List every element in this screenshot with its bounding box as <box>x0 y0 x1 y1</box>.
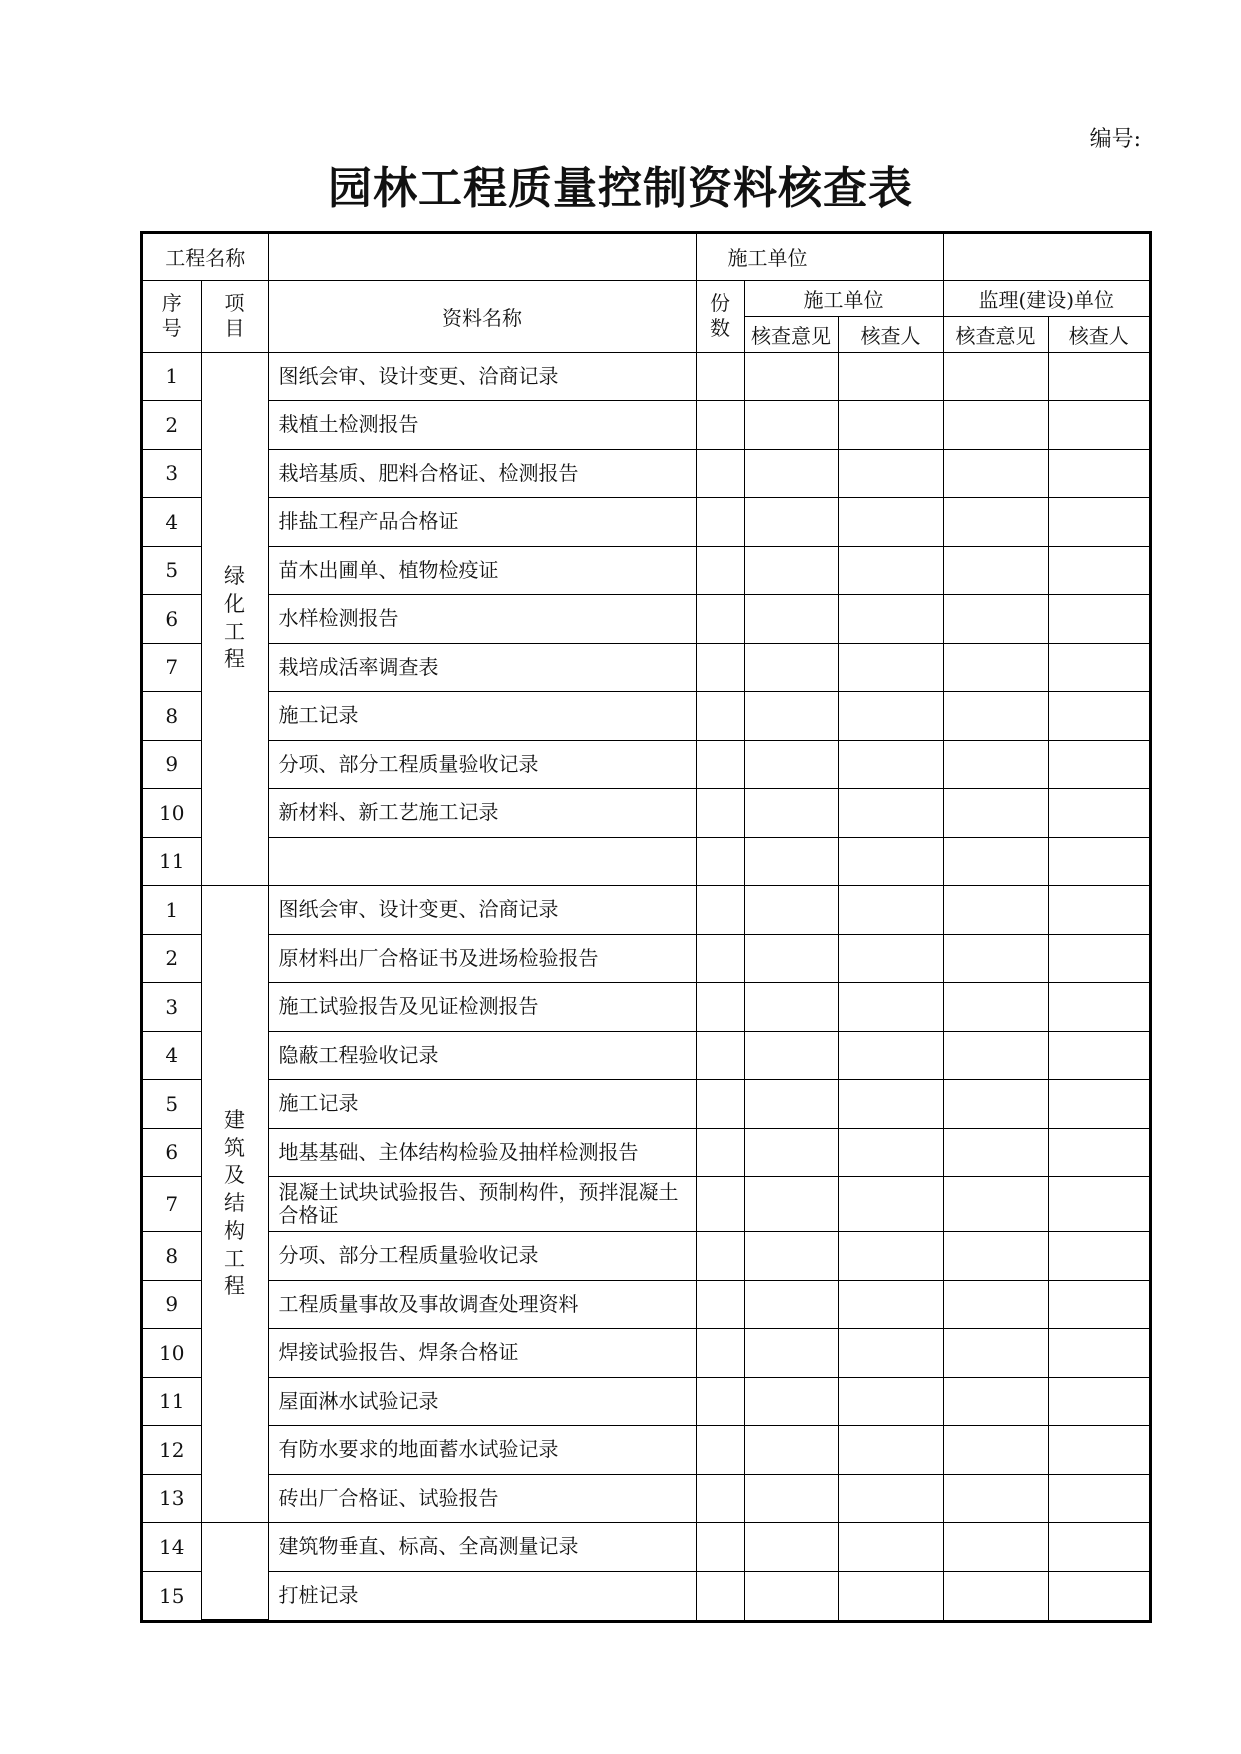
row-number: 8 <box>143 692 201 741</box>
construction-checker-cell[interactable] <box>838 352 943 401</box>
table-row <box>143 1232 1149 1281</box>
row-number: 6 <box>143 1128 201 1177</box>
table-row <box>143 1474 1149 1523</box>
supervision-check-opinion-cell[interactable] <box>943 1474 1048 1523</box>
item-header: 项目 <box>201 280 268 352</box>
supervision-check-opinion-cell[interactable] <box>943 1280 1048 1329</box>
supervision-checker-cell[interactable] <box>1048 643 1149 692</box>
construction-checker-cell[interactable] <box>838 546 943 595</box>
supervision-check-opinion-cell[interactable] <box>943 449 1048 498</box>
supervision-checker-cell[interactable] <box>1048 1571 1149 1620</box>
document-name: 工程质量事故及事故调查处理资料 <box>268 1280 696 1329</box>
supervision-checker-cell[interactable] <box>1048 401 1149 450</box>
table-row <box>143 1329 1149 1378</box>
construction-check-opinion-cell[interactable] <box>744 789 838 838</box>
supervision-check-opinion-cell[interactable] <box>943 1426 1048 1475</box>
copies-cell[interactable] <box>696 886 744 935</box>
supervision-check-opinion-cell[interactable] <box>943 1571 1048 1620</box>
supervision-check-opinion-cell[interactable] <box>943 692 1048 741</box>
construction-check-opinion-cell[interactable] <box>744 449 838 498</box>
row-number: 15 <box>143 1571 201 1620</box>
supervision-checker-cell[interactable] <box>1048 1128 1149 1177</box>
document-name: 栽植土检测报告 <box>268 401 696 450</box>
supervision-checker-cell[interactable] <box>1048 886 1149 935</box>
supervision-checker-cell[interactable] <box>1048 1031 1149 1080</box>
table-row <box>143 546 1149 595</box>
construction-check-opinion-cell[interactable] <box>744 1474 838 1523</box>
document-name: 栽培成活率调查表 <box>268 643 696 692</box>
construction-check-opinion-cell[interactable] <box>744 1232 838 1281</box>
copies-cell[interactable] <box>696 983 744 1032</box>
table-row <box>143 934 1149 983</box>
table-row <box>143 1571 1149 1620</box>
construction-checker-cell[interactable] <box>838 1280 943 1329</box>
supervision-checker-cell[interactable] <box>1048 449 1149 498</box>
supervision-checker-cell[interactable] <box>1048 740 1149 789</box>
project-name-label: 工程名称 <box>143 234 268 280</box>
row-number: 1 <box>143 886 201 935</box>
row-number: 6 <box>143 595 201 644</box>
row-number: 5 <box>143 546 201 595</box>
document-name: 原材料出厂合格证书及进场检验报告 <box>268 934 696 983</box>
seq-header: 序号 <box>143 280 201 352</box>
document-name: 打桩记录 <box>268 1571 696 1620</box>
supervision-check-opinion-cell[interactable] <box>943 1377 1048 1426</box>
table-row <box>143 1523 1149 1572</box>
table-row <box>143 983 1149 1032</box>
copies-cell[interactable] <box>696 1177 744 1232</box>
document-name: 新材料、新工艺施工记录 <box>268 789 696 838</box>
table-row <box>143 837 1149 886</box>
supervision-check-opinion-cell[interactable] <box>943 789 1048 838</box>
supervision-check-opinion-cell[interactable] <box>943 546 1048 595</box>
check-opinion-header: 核查意见 <box>744 316 838 352</box>
supervision-checker-cell[interactable] <box>1048 1280 1149 1329</box>
copies-cell[interactable] <box>696 1377 744 1426</box>
supervision-checker-cell[interactable] <box>1048 1474 1149 1523</box>
document-name: 焊接试验报告、焊条合格证 <box>268 1329 696 1378</box>
copies-cell[interactable] <box>696 1280 744 1329</box>
document-number-label: 编号: <box>1089 127 1141 152</box>
table-row <box>143 352 1149 401</box>
copies-cell[interactable] <box>696 1426 744 1475</box>
construction-checker-cell[interactable] <box>838 1377 943 1426</box>
document-name: 分项、部分工程质量验收记录 <box>268 740 696 789</box>
table-row <box>143 789 1149 838</box>
table-row <box>143 449 1149 498</box>
checker-header: 核查人 <box>838 316 943 352</box>
copies-cell[interactable] <box>696 352 744 401</box>
construction-checker-cell[interactable] <box>838 1128 943 1177</box>
construction-checker-cell[interactable] <box>838 1523 943 1572</box>
table-row <box>143 1031 1149 1080</box>
row-number: 12 <box>143 1426 201 1475</box>
copies-header: 份数 <box>696 280 744 352</box>
construction-checker-cell[interactable] <box>838 983 943 1032</box>
supervision-checker-cell[interactable] <box>1048 1523 1149 1572</box>
table-row <box>143 1377 1149 1426</box>
construction-unit-label: 施工单位 <box>696 234 943 280</box>
construction-check-opinion-cell[interactable] <box>744 546 838 595</box>
supervision-checker-cell[interactable] <box>1048 1426 1149 1475</box>
table-row <box>143 1280 1149 1329</box>
copies-cell[interactable] <box>696 449 744 498</box>
construction-checker-cell[interactable] <box>838 692 943 741</box>
category-cell: 建筑及结构工程 <box>201 886 268 1523</box>
supervision-check-opinion-cell[interactable] <box>943 886 1048 935</box>
row-number: 3 <box>143 983 201 1032</box>
construction-checker-cell[interactable] <box>838 886 943 935</box>
category-cell: 绿化工程 <box>201 352 268 886</box>
construction-checker-cell[interactable] <box>838 643 943 692</box>
construction-checker-cell[interactable] <box>838 498 943 547</box>
row-number: 9 <box>143 1280 201 1329</box>
construction-checker-cell[interactable] <box>838 1426 943 1475</box>
construction-check-opinion-cell[interactable] <box>744 352 838 401</box>
supervision-checker-cell[interactable] <box>1048 498 1149 547</box>
construction-check-opinion-cell[interactable] <box>744 837 838 886</box>
construction-checker-cell[interactable] <box>838 449 943 498</box>
supervision-check-opinion-cell[interactable] <box>943 1232 1048 1281</box>
supervision-check-opinion-cell[interactable] <box>943 1080 1048 1129</box>
inspection-table-frame <box>140 231 1152 1623</box>
project-info-row <box>143 234 1149 280</box>
construction-checker-cell[interactable] <box>838 1329 943 1378</box>
document-name: 施工记录 <box>268 1080 696 1129</box>
copies-cell[interactable] <box>696 401 744 450</box>
row-number: 1 <box>143 352 201 401</box>
row-number: 11 <box>143 837 201 886</box>
supervision-checker-cell[interactable] <box>1048 1177 1149 1232</box>
document-name: 建筑物垂直、标高、全高测量记录 <box>268 1523 696 1572</box>
document-name: 地基基础、主体结构检验及抽样检测报告 <box>268 1128 696 1177</box>
document-name <box>268 837 696 886</box>
supervision-check-opinion-cell[interactable] <box>943 1523 1048 1572</box>
document-name: 图纸会审、设计变更、洽商记录 <box>268 352 696 401</box>
supervision-checker-cell[interactable] <box>1048 1329 1149 1378</box>
copies-cell[interactable] <box>696 1571 744 1620</box>
table-row <box>143 643 1149 692</box>
project-name-field[interactable] <box>268 234 696 280</box>
supervision-checker-cell[interactable] <box>1048 546 1149 595</box>
supervision-checker-cell[interactable] <box>1048 983 1149 1032</box>
copies-cell[interactable] <box>696 1329 744 1378</box>
supervision-check-opinion-cell[interactable] <box>943 740 1048 789</box>
table-row <box>143 401 1149 450</box>
copies-cell[interactable] <box>696 1474 744 1523</box>
document-name: 苗木出圃单、植物检疫证 <box>268 546 696 595</box>
row-number: 7 <box>143 643 201 692</box>
copies-cell[interactable] <box>696 643 744 692</box>
row-number: 8 <box>143 1232 201 1281</box>
document-name: 有防水要求的地面蓄水试验记录 <box>268 1426 696 1475</box>
document-name: 排盐工程产品合格证 <box>268 498 696 547</box>
construction-check-opinion-cell[interactable] <box>744 595 838 644</box>
table-row <box>143 595 1149 644</box>
inspection-table <box>143 234 1149 1620</box>
construction-check-opinion-cell[interactable] <box>744 1523 838 1572</box>
construction-check-opinion-cell[interactable] <box>744 934 838 983</box>
supervision-checker-cell[interactable] <box>1048 789 1149 838</box>
copies-cell[interactable] <box>696 934 744 983</box>
row-number: 14 <box>143 1523 201 1572</box>
construction-unit-field[interactable] <box>943 234 1149 280</box>
supervision-checker-cell[interactable] <box>1048 692 1149 741</box>
construction-check-opinion-cell[interactable] <box>744 1329 838 1378</box>
construction-checker-cell[interactable] <box>838 740 943 789</box>
supervision-checker-cell[interactable] <box>1048 595 1149 644</box>
construction-check-opinion-cell[interactable] <box>744 1177 838 1232</box>
construction-checker-cell[interactable] <box>838 1031 943 1080</box>
table-row <box>143 1177 1149 1232</box>
supervision-checker-header: 核查人 <box>1048 316 1149 352</box>
row-number: 7 <box>143 1177 201 1232</box>
construction-checker-cell[interactable] <box>838 1474 943 1523</box>
copies-cell[interactable] <box>696 498 744 547</box>
row-number: 3 <box>143 449 201 498</box>
construction-checker-cell[interactable] <box>838 595 943 644</box>
copies-cell[interactable] <box>696 692 744 741</box>
document-name: 栽培基质、肥料合格证、检测报告 <box>268 449 696 498</box>
copies-cell[interactable] <box>696 546 744 595</box>
category-cell <box>201 1523 268 1620</box>
supervision-check-opinion-cell[interactable] <box>943 352 1048 401</box>
row-number: 2 <box>143 934 201 983</box>
supervision-check-opinion-cell[interactable] <box>943 595 1048 644</box>
supervision-checker-cell[interactable] <box>1048 1232 1149 1281</box>
construction-check-opinion-cell[interactable] <box>744 401 838 450</box>
construction-checker-cell[interactable] <box>838 401 943 450</box>
supervision-checker-cell[interactable] <box>1048 934 1149 983</box>
construction-checker-cell[interactable] <box>838 1177 943 1232</box>
construction-checker-cell[interactable] <box>838 837 943 886</box>
supervision-check-opinion-cell[interactable] <box>943 401 1048 450</box>
supervision-check-opinion-cell[interactable] <box>943 1329 1048 1378</box>
document-name: 混凝土试块试验报告、预制构件，预拌混凝土合格证 <box>268 1177 696 1232</box>
document-name: 图纸会审、设计变更、洽商记录 <box>268 886 696 935</box>
supervision-unit-header: 监理(建设)单位 <box>943 280 1149 316</box>
document-name: 砖出厂合格证、试验报告 <box>268 1474 696 1523</box>
row-number: 13 <box>143 1474 201 1523</box>
supervision-checker-cell[interactable] <box>1048 1377 1149 1426</box>
document-name: 水样检测报告 <box>268 595 696 644</box>
row-number: 11 <box>143 1377 201 1426</box>
table-row <box>143 692 1149 741</box>
row-number: 9 <box>143 740 201 789</box>
construction-check-opinion-cell[interactable] <box>744 1280 838 1329</box>
document-name: 施工试验报告及见证检测报告 <box>268 983 696 1032</box>
table-row <box>143 1128 1149 1177</box>
supervision-checker-cell[interactable] <box>1048 352 1149 401</box>
supervision-check-opinion-cell[interactable] <box>943 983 1048 1032</box>
table-row <box>143 1426 1149 1475</box>
doc-name-header: 资料名称 <box>268 280 696 352</box>
table-row <box>143 740 1149 789</box>
copies-cell[interactable] <box>696 595 744 644</box>
document-name: 分项、部分工程质量验收记录 <box>268 1232 696 1281</box>
supervision-check-opinion-cell[interactable] <box>943 1177 1048 1232</box>
construction-check-opinion-cell[interactable] <box>744 886 838 935</box>
construction-checker-cell[interactable] <box>838 1232 943 1281</box>
construction-check-opinion-cell[interactable] <box>744 1128 838 1177</box>
construction-checker-cell[interactable] <box>838 789 943 838</box>
row-number: 2 <box>143 401 201 450</box>
construction-check-opinion-cell[interactable] <box>744 692 838 741</box>
copies-cell[interactable] <box>696 1523 744 1572</box>
supervision-check-opinion-header: 核查意见 <box>943 316 1048 352</box>
construction-checker-cell[interactable] <box>838 934 943 983</box>
construction-check-opinion-cell[interactable] <box>744 740 838 789</box>
construction-checker-cell[interactable] <box>838 1080 943 1129</box>
row-number: 4 <box>143 1031 201 1080</box>
row-number: 10 <box>143 1329 201 1378</box>
supervision-check-opinion-cell[interactable] <box>943 498 1048 547</box>
supervision-check-opinion-cell[interactable] <box>943 643 1048 692</box>
supervision-check-opinion-cell[interactable] <box>943 837 1048 886</box>
copies-cell[interactable] <box>696 789 744 838</box>
table-row <box>143 1080 1149 1129</box>
copies-cell[interactable] <box>696 1232 744 1281</box>
copies-cell[interactable] <box>696 740 744 789</box>
supervision-checker-cell[interactable] <box>1048 837 1149 886</box>
copies-cell[interactable] <box>696 1128 744 1177</box>
construction-check-opinion-cell[interactable] <box>744 1080 838 1129</box>
document-name: 施工记录 <box>268 692 696 741</box>
copies-cell[interactable] <box>696 1080 744 1129</box>
copies-cell[interactable] <box>696 837 744 886</box>
construction-checker-cell[interactable] <box>838 1571 943 1620</box>
construction-check-opinion-cell[interactable] <box>744 1571 838 1620</box>
table-row <box>143 886 1149 935</box>
construction-check-opinion-cell[interactable] <box>744 643 838 692</box>
document-name: 隐蔽工程验收记录 <box>268 1031 696 1080</box>
construction-check-opinion-cell[interactable] <box>744 1377 838 1426</box>
row-number: 5 <box>143 1080 201 1129</box>
table-row <box>143 498 1149 547</box>
copies-cell[interactable] <box>696 1031 744 1080</box>
row-number: 4 <box>143 498 201 547</box>
supervision-check-opinion-cell[interactable] <box>943 1128 1048 1177</box>
row-number: 10 <box>143 789 201 838</box>
document-title: 园林工程质量控制资料核查表 <box>328 163 913 214</box>
document-name: 屋面淋水试验记录 <box>268 1377 696 1426</box>
construction-check-opinion-cell[interactable] <box>744 1426 838 1475</box>
construction-check-opinion-cell[interactable] <box>744 498 838 547</box>
header-row-1 <box>143 280 1149 316</box>
construction-unit-header: 施工单位 <box>744 280 943 316</box>
supervision-checker-cell[interactable] <box>1048 1080 1149 1129</box>
supervision-check-opinion-cell[interactable] <box>943 934 1048 983</box>
construction-check-opinion-cell[interactable] <box>744 1031 838 1080</box>
construction-check-opinion-cell[interactable] <box>744 983 838 1032</box>
supervision-check-opinion-cell[interactable] <box>943 1031 1048 1080</box>
